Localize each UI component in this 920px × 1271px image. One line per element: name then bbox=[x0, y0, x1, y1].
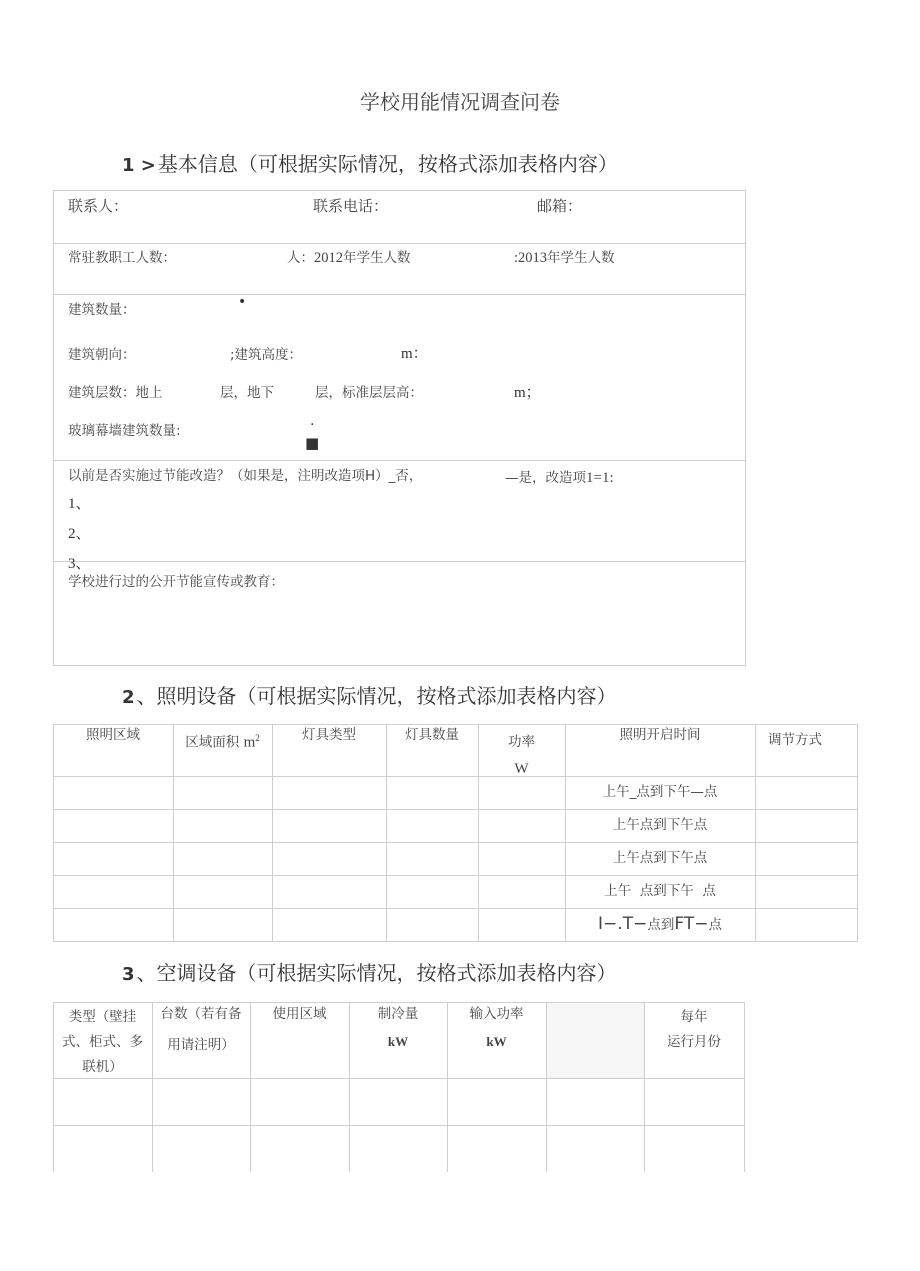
section-3-heading bbox=[122, 957, 617, 986]
publicity-label: 学校进行过的公开节能宣传或教育： bbox=[68, 574, 284, 590]
retrofit-item-1: 1、 bbox=[68, 496, 91, 512]
floor-height-unit: m； bbox=[514, 385, 541, 401]
header-input-power-unit: kW bbox=[486, 1034, 507, 1049]
header-area-size: 区域面积 $m^2$ bbox=[185, 733, 260, 751]
glass-curtain-label: 玻璃幕墙建筑数量: bbox=[68, 423, 181, 439]
section-2-text: 、照明设备（可根据实际情况，按格式添加表格内容） bbox=[136, 684, 617, 708]
on-time-row-1: 上午_点到下午—点 bbox=[602, 784, 718, 800]
square-mark: ■ bbox=[305, 434, 320, 452]
header-fixture-qty: 灯具数量 bbox=[405, 727, 459, 743]
shaded-header-cell bbox=[547, 1003, 644, 1078]
students-2013-label: :2013年学生人数 bbox=[514, 250, 615, 266]
header-on-time: 照明开启时间 bbox=[619, 727, 701, 743]
header-fixture-type: 灯具类型 bbox=[302, 727, 356, 743]
on-time-row-3: 上午点到下午点 bbox=[612, 850, 708, 866]
header-cooling-unit: kW bbox=[387, 1034, 409, 1049]
page-title: 学校用能情况调查问卷 bbox=[360, 90, 560, 114]
on-time-row-2: 上午点到下午点 bbox=[612, 817, 708, 833]
header-ac-count-2: 用请注明） bbox=[167, 1037, 235, 1053]
header-ac-type-3: 联机） bbox=[82, 1059, 123, 1075]
header-ac-count-1: 台数（若有备 bbox=[160, 1006, 242, 1022]
header-lighting-area: 照明区域 bbox=[86, 727, 140, 743]
floors-below-label: 层，地下 bbox=[220, 385, 274, 401]
header-months-1: 每年 bbox=[680, 1009, 708, 1025]
header-control-mode: 调节方式 bbox=[768, 732, 822, 748]
on-time-row-4: 上午 点到下午 点 bbox=[604, 883, 716, 899]
header-cooling: 制冷量 bbox=[377, 1006, 419, 1022]
orientation-label: 建筑朝向： bbox=[68, 347, 136, 363]
section-2-number: 2 bbox=[122, 687, 135, 708]
section-3-text: 、空调设备（可根据实际情况，按格式添加表格内容） bbox=[136, 961, 617, 985]
standard-floor-label: 层，标准层层高： bbox=[315, 385, 423, 401]
on-time-row-5: I−.T−点到FT−点 bbox=[598, 914, 722, 934]
students-2012-label: 人：2012年学生人数 bbox=[287, 250, 411, 266]
header-ac-type-2: 式、柜式、多 bbox=[62, 1034, 143, 1050]
height-unit: m： bbox=[401, 346, 428, 362]
section-1-heading bbox=[122, 148, 618, 177]
section-1-number: 1 > bbox=[122, 155, 156, 176]
header-input-power: 输入功率 bbox=[469, 1006, 524, 1022]
staff-label: 常驻教职工人数： bbox=[68, 250, 176, 266]
height-label: ;建筑高度： bbox=[230, 347, 303, 363]
section-1-text: 基本信息（可根据实际情况，按格式添加表格内容） bbox=[157, 152, 618, 176]
contact-label: 联系人： bbox=[68, 197, 129, 215]
section-2-heading bbox=[122, 680, 617, 709]
retrofit-item-3: 3、 bbox=[68, 556, 91, 572]
header-power-unit: W bbox=[514, 761, 529, 777]
building-count-label: 建筑数量： bbox=[68, 302, 136, 318]
header-ac-area: 使用区域 bbox=[272, 1006, 327, 1022]
retrofit-question: 以前是否实施过节能改造？（如果是，注明改造项H）_否， bbox=[68, 468, 423, 484]
header-ac-type-1: 类型（壁挂 bbox=[68, 1009, 137, 1025]
section-3-number: 3 bbox=[122, 964, 135, 985]
header-months-2: 运行月份 bbox=[667, 1034, 721, 1050]
bullet-dot-2: · bbox=[310, 417, 315, 433]
phone-label: 联系电话： bbox=[313, 197, 389, 215]
header-power: 功率 bbox=[508, 734, 535, 750]
retrofit-yes: —是，改造项1=1: bbox=[505, 470, 614, 486]
email-label: 邮箱： bbox=[537, 197, 583, 215]
retrofit-item-2: 2、 bbox=[68, 526, 91, 542]
bullet-dot: • bbox=[238, 294, 247, 310]
floors-label: 建筑层数：地上 bbox=[68, 385, 163, 401]
